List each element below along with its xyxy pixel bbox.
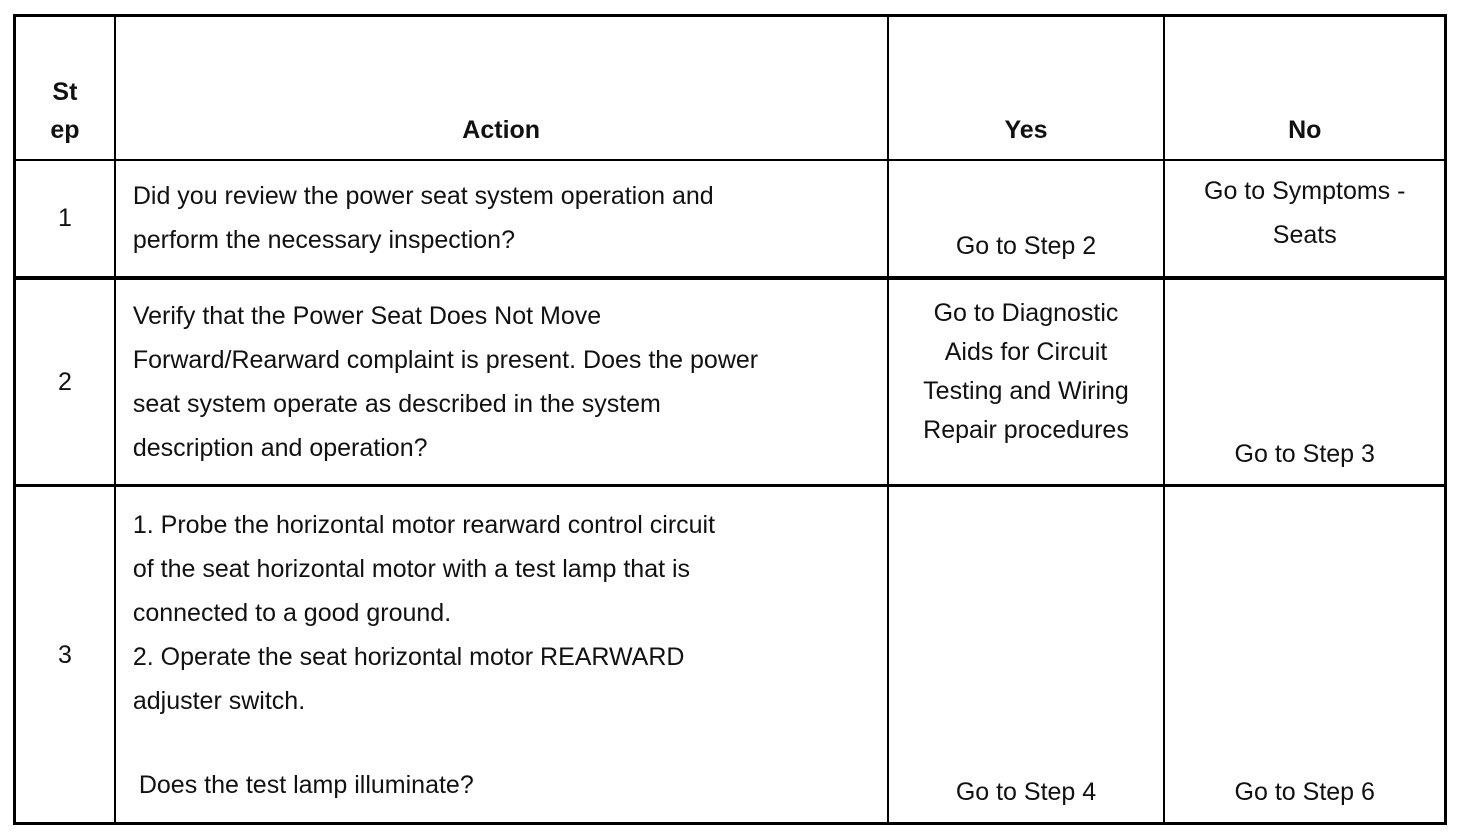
action-line: Did you review the power seat system operation and <box>132 182 714 210</box>
diagnostic-table <box>13 14 1447 825</box>
header-yes: Yes <box>888 16 1165 160</box>
step-number: 1 <box>15 160 115 278</box>
action-cell <box>115 160 888 278</box>
header-action: Action <box>115 16 888 160</box>
header-row <box>15 16 1446 160</box>
action-line: of the seat horizontal motor with a test lamp that is <box>132 554 691 583</box>
yes-line: Aids for Circuit <box>944 337 1108 366</box>
no-line: Go to Symptoms - <box>1204 176 1406 205</box>
spacer <box>133 723 877 763</box>
no-cell: Go to Step 3 <box>1164 278 1445 486</box>
yes-cell: Go to Step 2 <box>888 160 1165 278</box>
no-cell <box>1164 160 1445 278</box>
yes-line: Go to Diagnostic <box>933 298 1119 327</box>
yes-cell <box>888 278 1165 486</box>
action-line: seat system operate as described in the system <box>132 389 661 418</box>
action-line: 1. Probe the horizontal motor rearward control circuit <box>132 510 716 539</box>
header-step-line2: ep <box>50 115 80 144</box>
table-row-step-3 <box>15 486 1446 824</box>
action-line: adjuster switch. <box>132 686 306 715</box>
action-line: connected to a good ground. <box>132 598 452 627</box>
action-line: description and operation? <box>132 433 428 462</box>
action-line: Verify that the Power Seat Does Not Move <box>132 301 602 330</box>
action-cell <box>115 486 888 824</box>
yes-cell: Go to Step 4 <box>888 486 1165 824</box>
table-row-step-2 <box>15 278 1446 486</box>
header-step <box>15 16 115 160</box>
question-line: Does the test lamp illuminate? <box>138 770 474 799</box>
no-cell: Go to Step 6 <box>1164 486 1445 824</box>
action-line: 2. Operate the seat horizontal motor REARWARD <box>132 642 685 671</box>
table-row-step-1 <box>15 160 1446 278</box>
yes-line: Repair procedures <box>923 415 1129 444</box>
step-number: 3 <box>15 486 115 824</box>
no-line: Seats <box>1272 220 1337 249</box>
action-line: Forward/Rearward complaint is present. Does the power <box>132 345 759 374</box>
header-step-line1: St <box>52 77 78 106</box>
header-no: No <box>1164 16 1445 160</box>
step-number: 2 <box>15 278 115 486</box>
action-cell <box>115 278 888 486</box>
yes-line: Testing and Wiring <box>923 376 1129 405</box>
action-line: perform the necessary inspection? <box>132 226 515 254</box>
